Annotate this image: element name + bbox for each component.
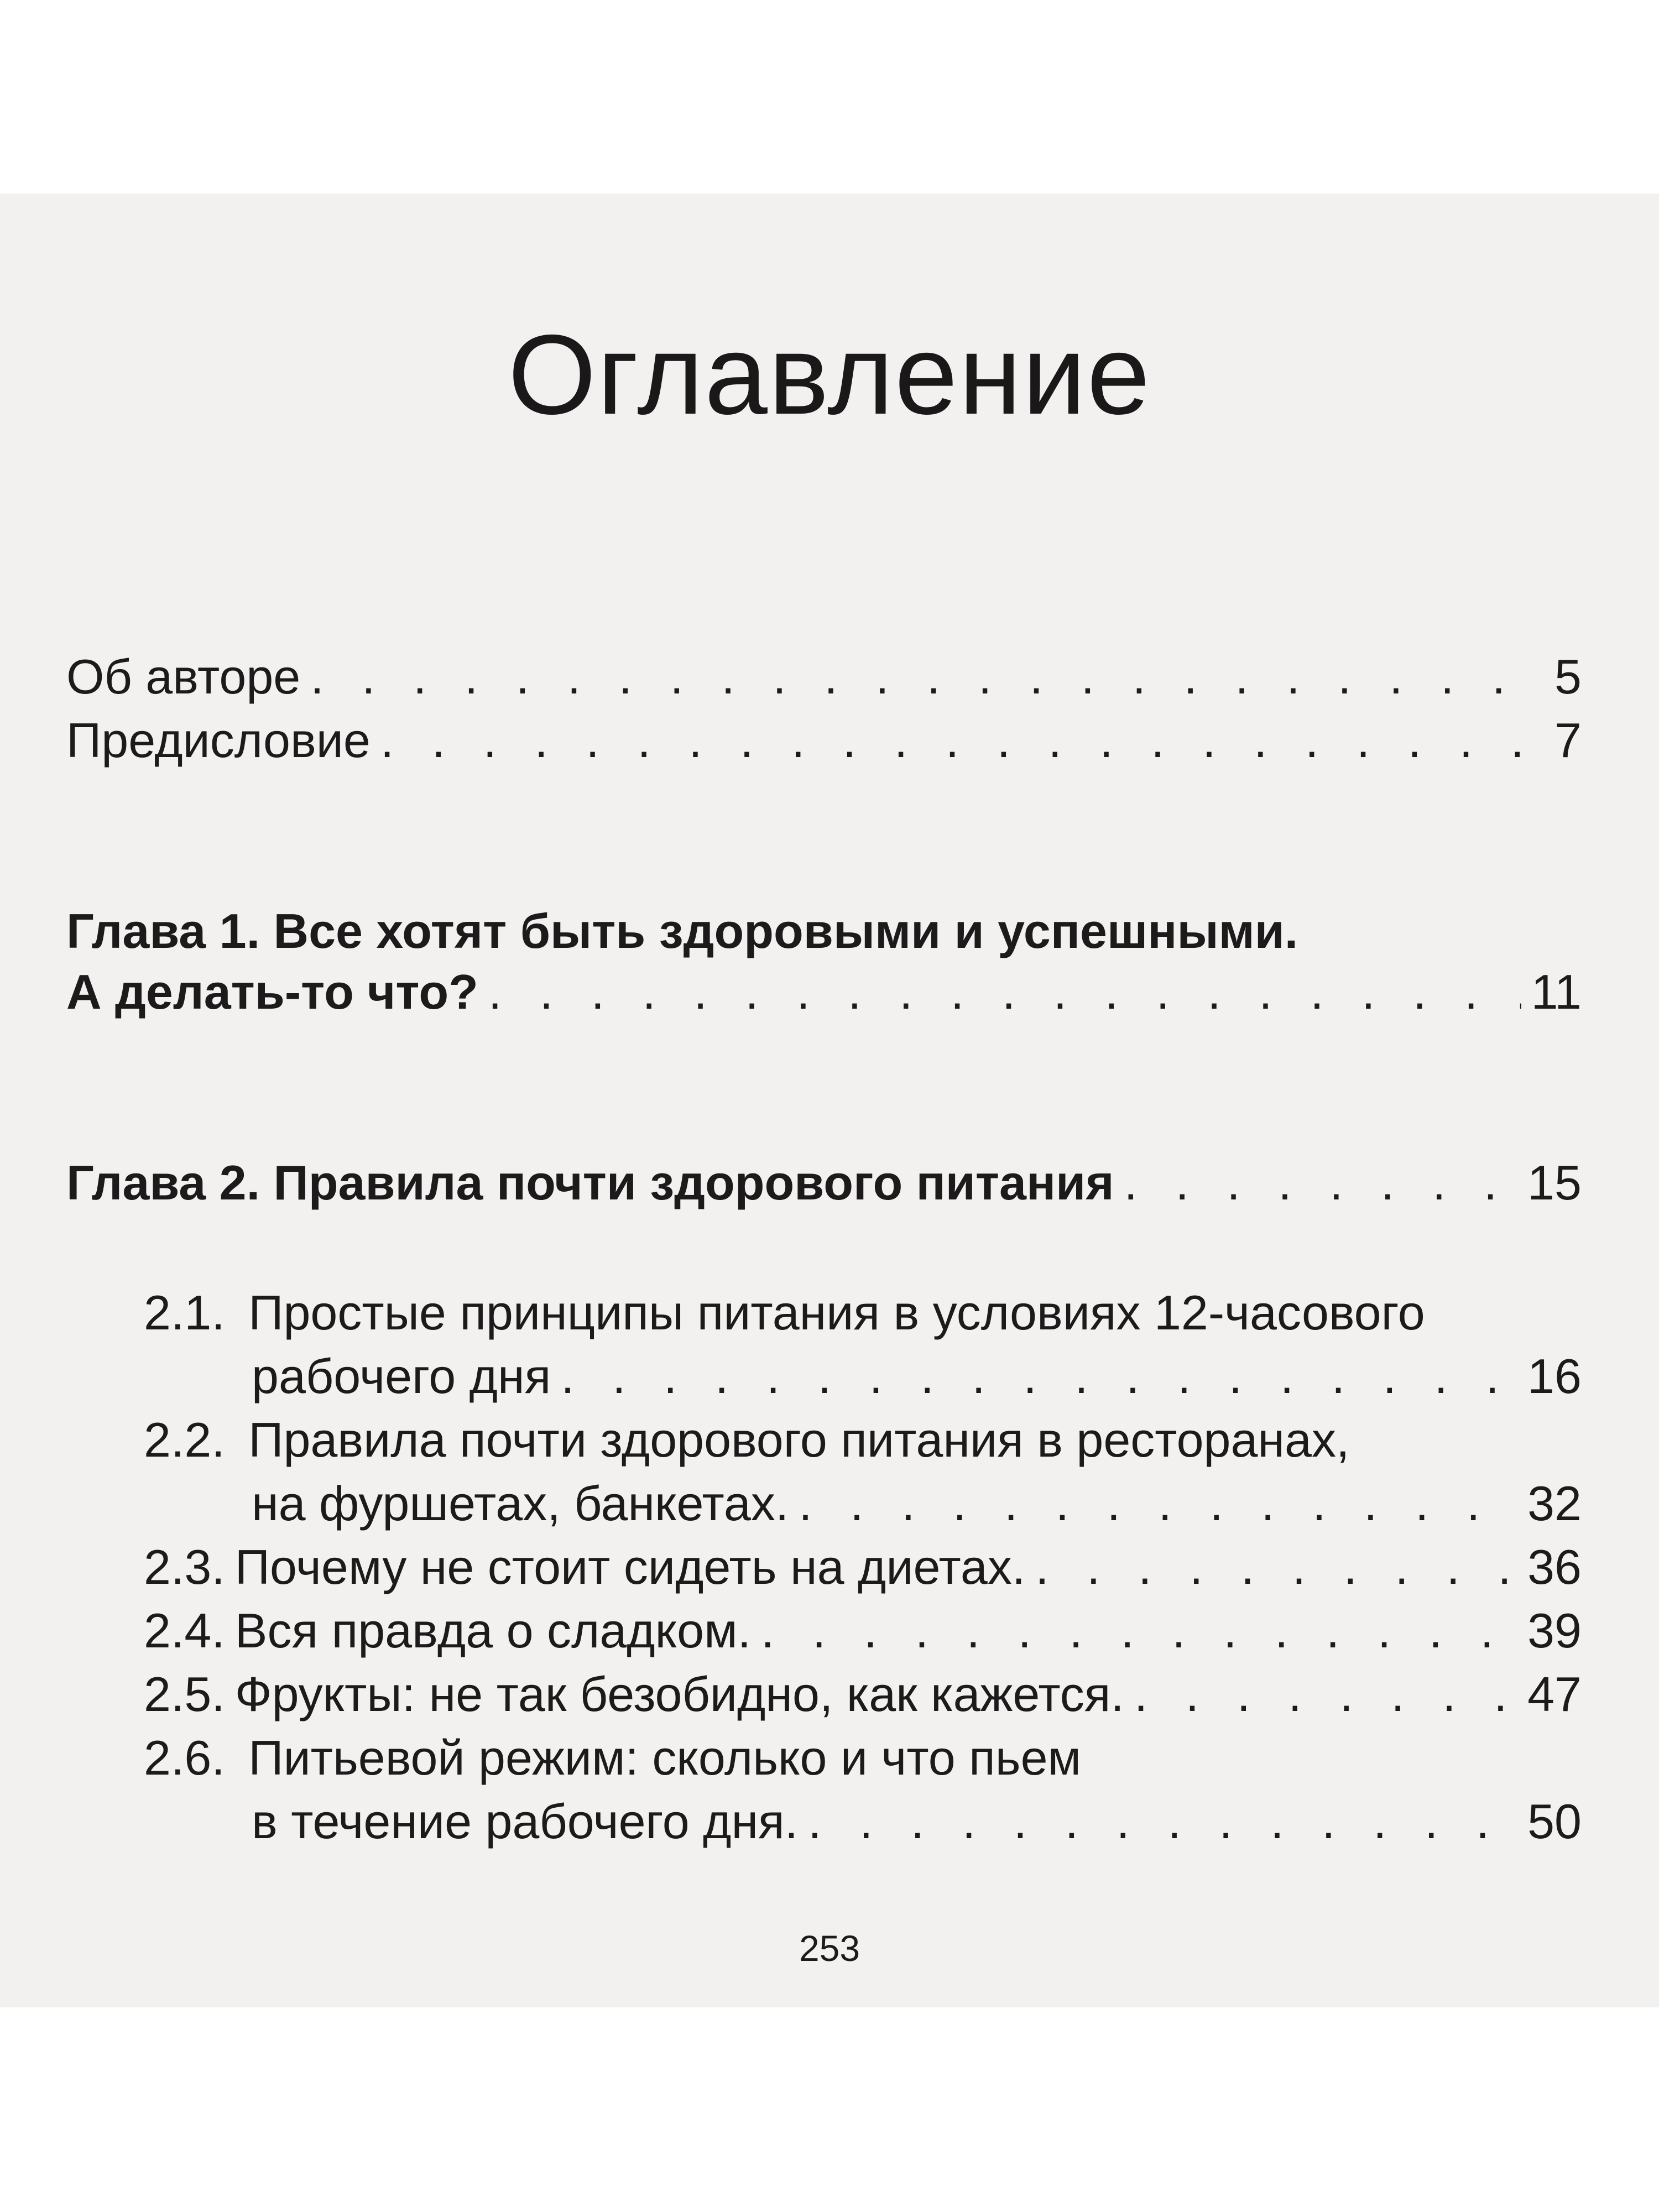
- section-title-line1: Питьевой режим: сколько и что пьем: [248, 1730, 1082, 1785]
- toc-entry-page: 47: [1527, 1667, 1582, 1721]
- section-title: Вся правда о сладком.: [234, 1603, 752, 1658]
- section-title: Фрукты: не так безобидно, как кажется.: [234, 1667, 1124, 1721]
- section-number: 2.4.: [144, 1603, 225, 1658]
- section-title: Почему не стоит сидеть на диетах.: [234, 1540, 1026, 1594]
- section-title-line2: рабочего дня: [252, 1349, 551, 1404]
- toc-entry-section-2-6: [252, 1794, 1582, 1849]
- dot-leader: [1124, 1159, 1518, 1207]
- dot-leader: [761, 1606, 1517, 1655]
- toc-entry-page: 16: [1527, 1349, 1582, 1404]
- toc-entry-page: 7: [1554, 713, 1582, 768]
- dot-leader: [1134, 1670, 1517, 1719]
- toc-entry-section-2-3: [144, 1540, 1582, 1594]
- section-2-6-first-line: [144, 1730, 1082, 1785]
- section-number: 2.2.: [144, 1412, 225, 1467]
- book-page: [0, 194, 1659, 2007]
- dot-leader: [310, 653, 1545, 701]
- page-title: Оглавление: [508, 311, 1151, 438]
- toc-entry-section-2-5: [144, 1667, 1582, 1721]
- section-2-2-first-line: [144, 1412, 1350, 1467]
- section-number: 2.3.: [144, 1540, 225, 1594]
- dot-leader: [380, 716, 1545, 765]
- section-number: 2.1.: [144, 1285, 225, 1340]
- toc-entry-title: Предисловие: [66, 713, 371, 768]
- toc-entry-section-2-4: [144, 1603, 1582, 1658]
- toc-entry-about-author: [66, 649, 1582, 704]
- toc-entry-page: 39: [1527, 1603, 1582, 1658]
- chapter-1-title-line1: Глава 1. Все хотят быть здоровыми и успешными.: [66, 904, 1298, 958]
- toc-entry-chapter-1: [66, 964, 1582, 1019]
- dot-leader: [799, 1479, 1517, 1528]
- toc-entry-page: 11: [1531, 964, 1582, 1019]
- section-title-line1: Простые принципы питания в условиях 12-часового: [248, 1285, 1425, 1340]
- section-number: 2.6.: [144, 1730, 225, 1785]
- section-title-line1: Правила почти здорового питания в ресторанах,: [248, 1412, 1350, 1467]
- section-2-1-first-line: [144, 1285, 1425, 1340]
- section-title-line2: в течение рабочего дня.: [252, 1794, 799, 1849]
- toc-entry-page: 32: [1527, 1476, 1582, 1531]
- section-number: 2.5.: [144, 1667, 225, 1721]
- toc-entry-title: Об авторе: [66, 649, 301, 704]
- section-title-line2: на фуршетах, банкетах.: [252, 1476, 789, 1531]
- dot-leader: [561, 1352, 1517, 1401]
- toc-entry-preface: [66, 713, 1582, 768]
- toc-entry-page: 50: [1527, 1794, 1582, 1849]
- chapter-2-title: Глава 2. Правила почти здорового питания: [66, 1155, 1114, 1210]
- toc-entry-section-2-2: [252, 1476, 1582, 1531]
- toc-entry-page: 15: [1527, 1155, 1582, 1210]
- toc-entry-page: 36: [1527, 1540, 1582, 1594]
- toc-entry-chapter-2: [66, 1155, 1582, 1210]
- toc-entry-section-2-1: [252, 1349, 1582, 1404]
- toc-entry-page: 5: [1554, 649, 1582, 704]
- dot-leader: [808, 1797, 1517, 1846]
- chapter-1-title-line2: А делать-то что?: [66, 964, 478, 1019]
- dot-leader: [488, 968, 1521, 1016]
- page-number: 253: [799, 1928, 860, 1969]
- dot-leader: [1035, 1543, 1517, 1592]
